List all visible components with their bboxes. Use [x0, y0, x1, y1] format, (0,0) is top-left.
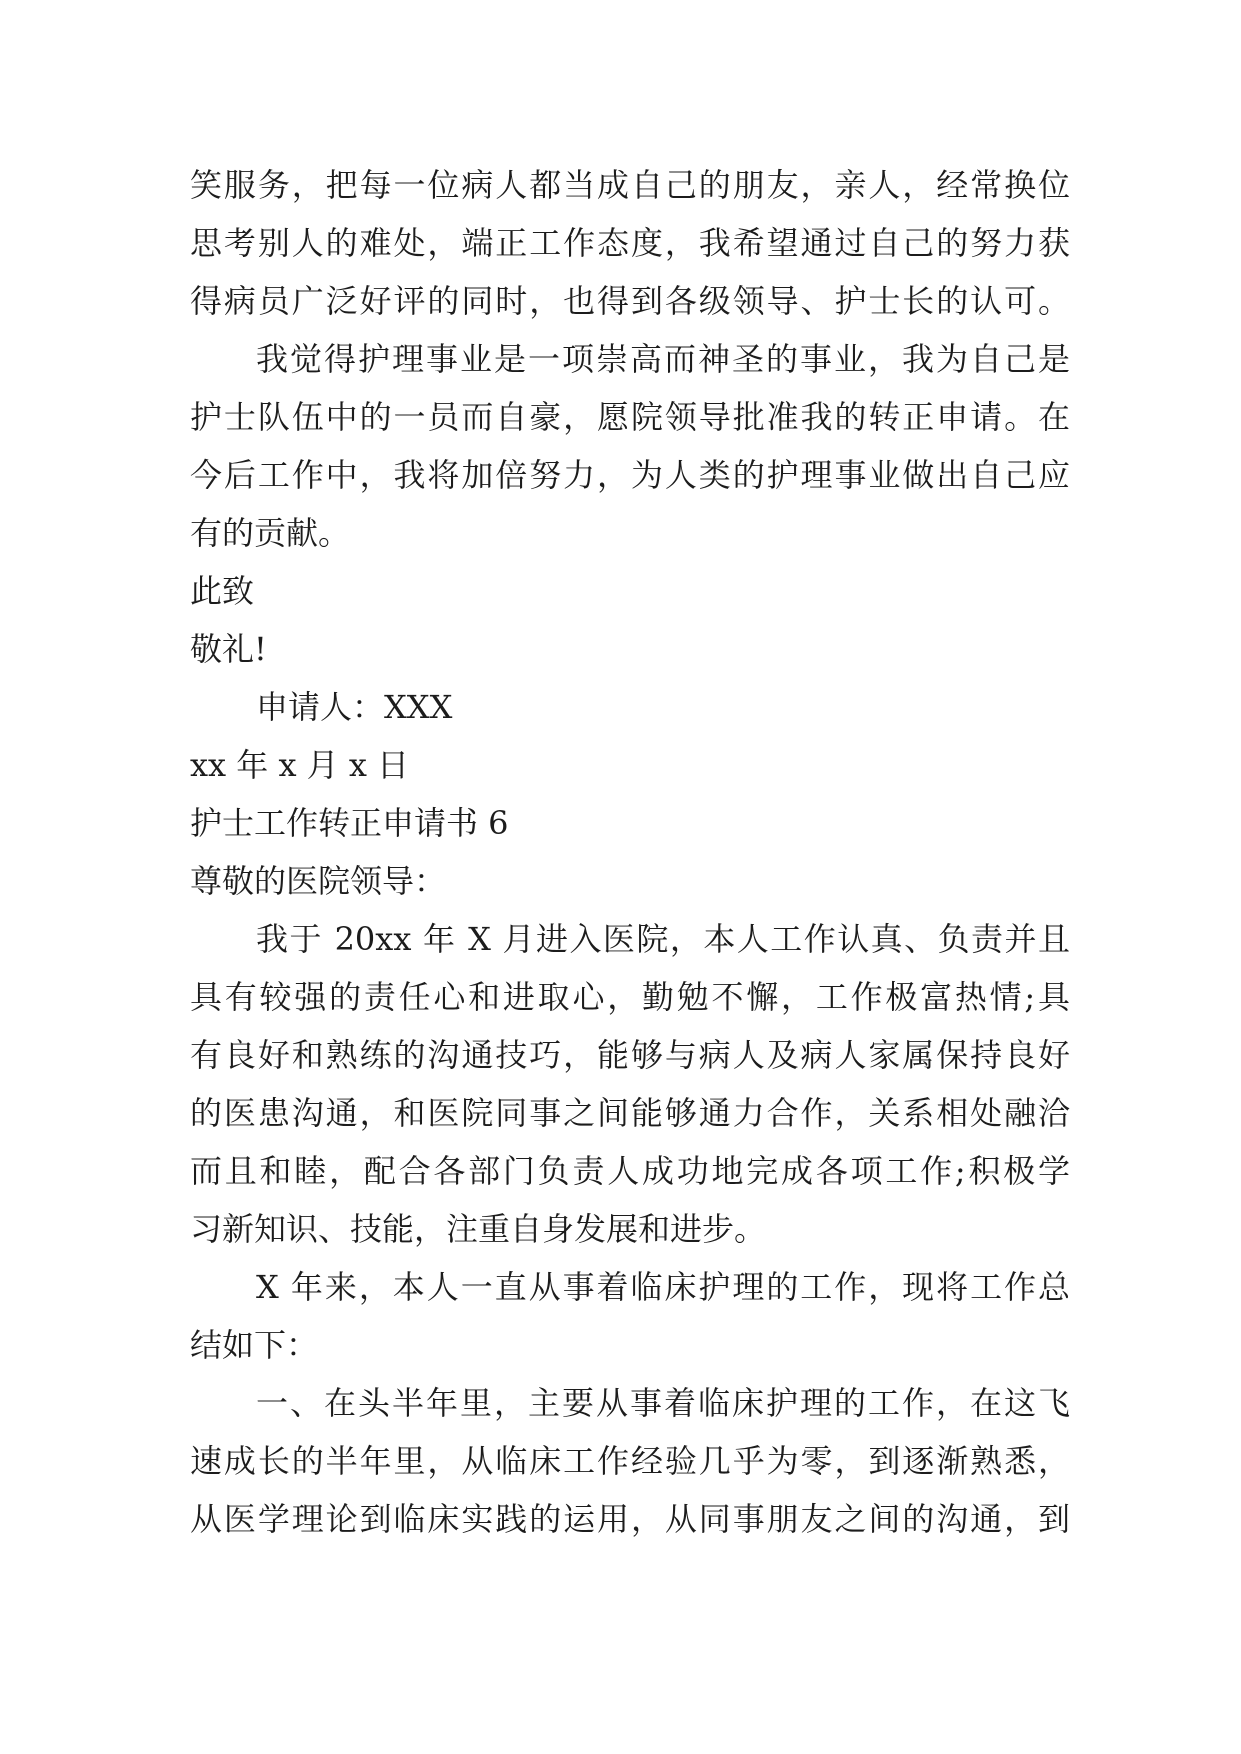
section-title: 护士工作转正申请书 6 — [190, 804, 509, 842]
closing-regards: 敬礼! — [190, 630, 267, 668]
document-body — [190, 156, 1070, 1548]
text-line: 思考别人的难处，端正工作态度，我希望通过自己的努力获 — [190, 224, 1070, 262]
text-line: 笑服务，把每一位病人都当成自己的朋友，亲人，经常换位 — [190, 166, 1070, 204]
text-line: 护士队伍中的一员而自豪，愿院领导批准我的转正申请。在 — [190, 398, 1070, 436]
applicant-signature: 申请人：XXX — [256, 688, 453, 726]
paragraph-first-line: 我于 20xx 年 X 月进入医院，本人工作认真、负责并且 — [256, 920, 1070, 958]
paragraph-first-line: 我觉得护理事业是一项崇高而神圣的事业，我为自己是 — [256, 340, 1070, 378]
text-line: 结如下： — [190, 1326, 319, 1364]
paragraph-first-line: X 年来，本人一直从事着临床护理的工作，现将工作总 — [256, 1268, 1070, 1306]
date-line: xx 年 x 月 x 日 — [190, 746, 410, 784]
text-line: 有的贡献。 — [190, 514, 351, 552]
greeting: 尊敬的医院领导： — [190, 862, 447, 900]
text-line: 的医患沟通，和医院同事之间能够通力合作，关系相处融洽 — [190, 1094, 1070, 1132]
text-line: 速成长的半年里，从临床工作经验几乎为零，到逐渐熟悉， — [190, 1442, 1070, 1480]
text-line: 具有较强的责任心和进取心，勤勉不懈，工作极富热情;具 — [190, 978, 1070, 1016]
text-line: 从医学理论到临床实践的运用，从同事朋友之间的沟通，到 — [190, 1500, 1070, 1538]
text-line: 今后工作中，我将加倍努力，为人类的护理事业做出自己应 — [190, 456, 1070, 494]
paragraph-first-line: 一、在头半年里，主要从事着临床护理的工作，在这飞 — [256, 1384, 1070, 1422]
text-line: 而且和睦，配合各部门负责人成功地完成各项工作;积极学 — [190, 1152, 1070, 1190]
closing-salutation: 此致 — [190, 572, 255, 610]
text-line: 习新知识、技能，注重自身发展和进步。 — [190, 1210, 767, 1248]
text-line: 得病员广泛好评的同时，也得到各级领导、护士长的认可。 — [190, 282, 1070, 320]
text-line: 有良好和熟练的沟通技巧，能够与病人及病人家属保持良好 — [190, 1036, 1070, 1074]
